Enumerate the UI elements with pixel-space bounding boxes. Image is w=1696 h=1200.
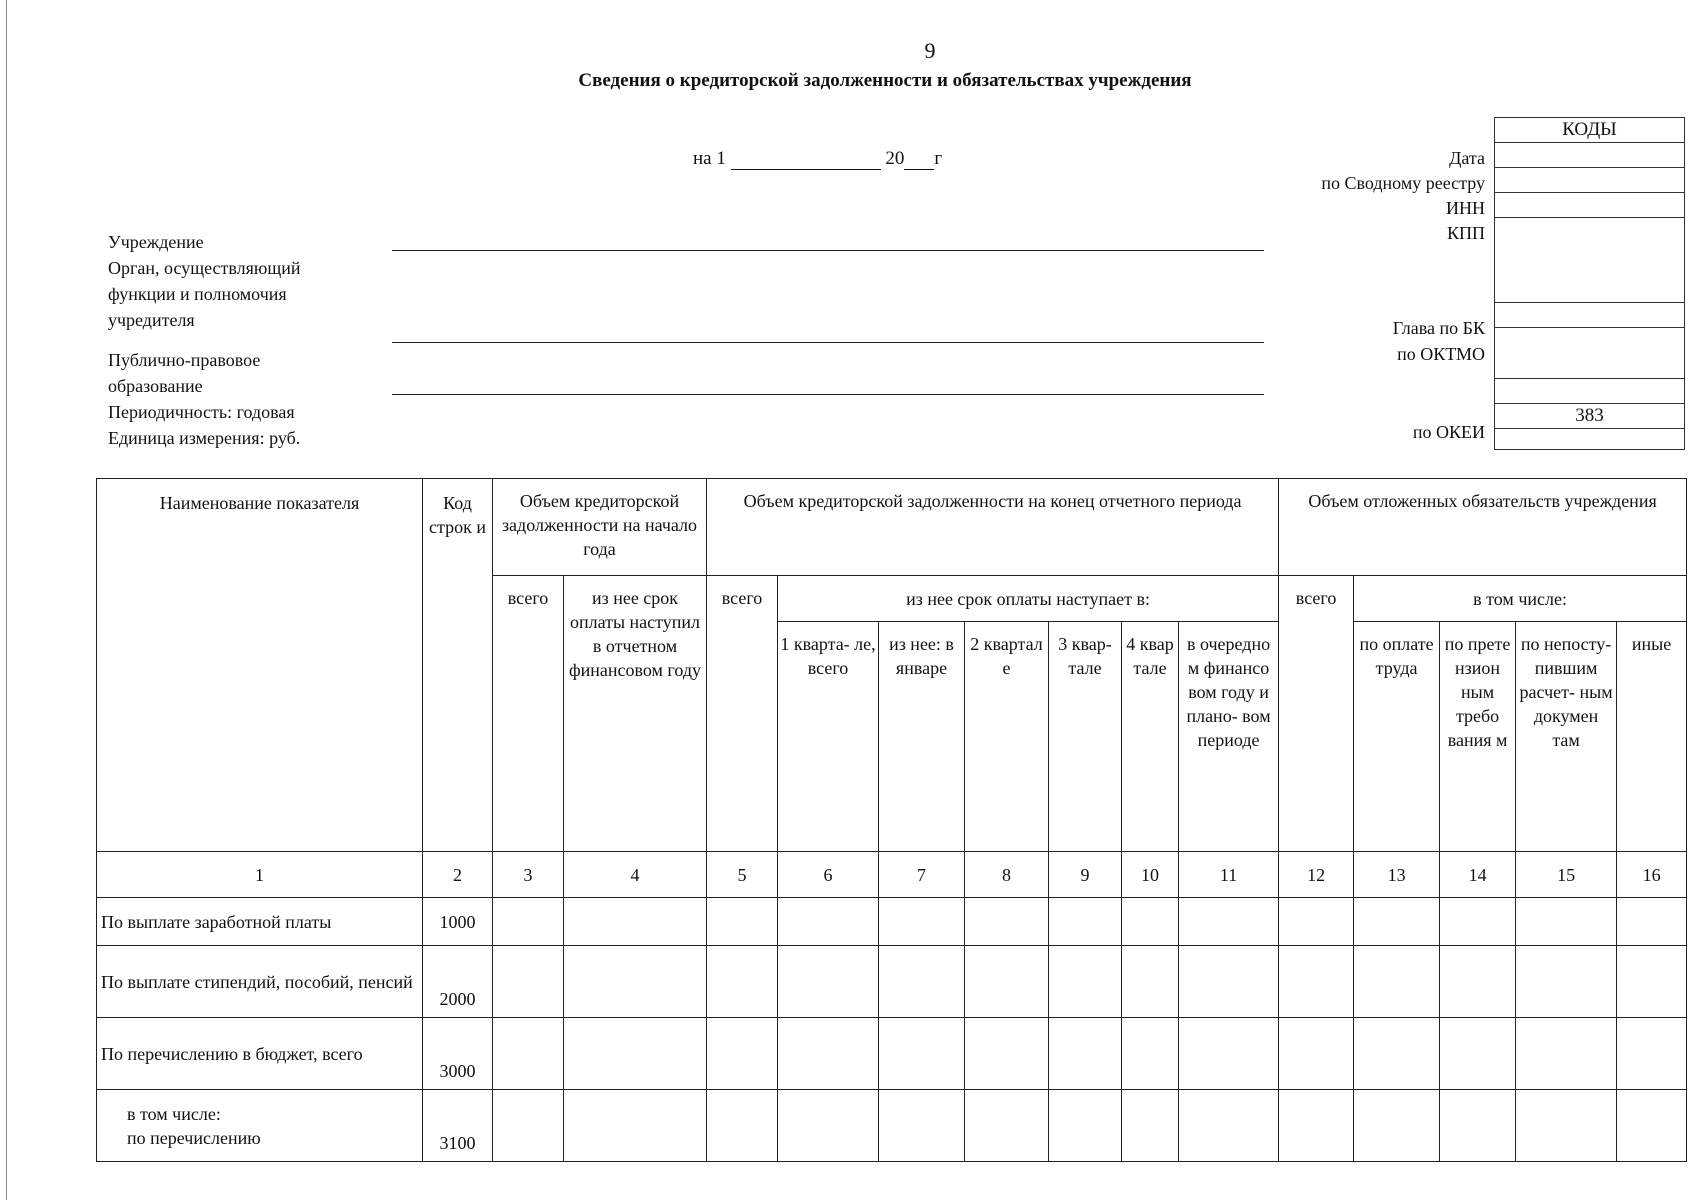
data-cell[interactable] bbox=[1279, 1018, 1354, 1090]
data-cell[interactable] bbox=[1049, 898, 1122, 946]
data-cell[interactable] bbox=[1122, 1018, 1179, 1090]
header-january: из нее: в январе bbox=[879, 622, 965, 852]
data-cell[interactable] bbox=[1354, 1018, 1440, 1090]
table-row bbox=[97, 946, 1687, 1018]
date-prefix: на 1 bbox=[693, 148, 726, 169]
data-cell[interactable] bbox=[1049, 946, 1122, 1018]
founder-label-line3: учредителя bbox=[108, 310, 195, 330]
data-cell[interactable] bbox=[564, 1018, 707, 1090]
date-year-suffix: г bbox=[934, 148, 943, 169]
data-cell[interactable] bbox=[965, 1090, 1049, 1162]
code-label-inn: ИНН bbox=[1446, 198, 1485, 218]
code-label-okei: по ОКЕИ bbox=[1412, 422, 1485, 442]
data-cell[interactable] bbox=[1279, 946, 1354, 1018]
column-number: 10 bbox=[1122, 852, 1179, 898]
codes-box bbox=[1494, 117, 1685, 450]
table-row bbox=[97, 1018, 1687, 1090]
row-code: 1000 bbox=[423, 898, 493, 946]
data-cell[interactable] bbox=[1049, 1018, 1122, 1090]
code-value-oktmo[interactable] bbox=[1495, 328, 1685, 379]
periodicity-label: Периодичность: годовая bbox=[108, 402, 295, 422]
data-cell[interactable] bbox=[1617, 898, 1687, 946]
header-q1-total: 1 кварта- ле, всего bbox=[778, 622, 879, 852]
column-number: 15 bbox=[1516, 852, 1617, 898]
data-cell[interactable] bbox=[1440, 898, 1516, 946]
data-cell[interactable] bbox=[1122, 946, 1179, 1018]
data-cell[interactable] bbox=[707, 1090, 778, 1162]
data-cell[interactable] bbox=[493, 898, 564, 946]
header-docs: по непосту- пившим расчет- ным докумен там bbox=[1516, 622, 1617, 852]
header-begin-total: всего bbox=[493, 576, 564, 852]
code-value-tail bbox=[1495, 429, 1685, 450]
column-number: 3 bbox=[493, 852, 564, 898]
data-cell[interactable] bbox=[493, 1090, 564, 1162]
data-cell[interactable] bbox=[879, 1090, 965, 1162]
date-year-prefix: 20 bbox=[885, 148, 905, 169]
data-cell[interactable] bbox=[493, 1018, 564, 1090]
row-name: По выплате стипендий, пособий, пенсий bbox=[97, 946, 423, 1018]
page-number: 9 bbox=[924, 38, 936, 63]
codes-header: КОДЫ bbox=[1495, 118, 1685, 143]
code-label-oktmo: по ОКТМО bbox=[1397, 344, 1485, 364]
header-due-reporting-year: из нее срок оплаты наступил в отчетном финансовом году bbox=[564, 576, 707, 852]
column-number: 7 bbox=[879, 852, 965, 898]
header-labor: по оплате труда bbox=[1354, 622, 1440, 852]
code-value-blank[interactable] bbox=[1495, 379, 1685, 404]
column-number: 5 bbox=[707, 852, 778, 898]
data-cell[interactable] bbox=[778, 946, 879, 1018]
code-label-date: Дата bbox=[1449, 148, 1485, 168]
data-cell[interactable] bbox=[1440, 1090, 1516, 1162]
data-cell[interactable] bbox=[1617, 1090, 1687, 1162]
column-number: 16 bbox=[1617, 852, 1687, 898]
column-number: 8 bbox=[965, 852, 1049, 898]
data-cell[interactable] bbox=[965, 1018, 1049, 1090]
data-cell[interactable] bbox=[1354, 1090, 1440, 1162]
column-number: 14 bbox=[1440, 852, 1516, 898]
data-cell[interactable] bbox=[707, 1018, 778, 1090]
header-next-year: в очередно м финансо вом году и плано- вом периоде bbox=[1179, 622, 1279, 852]
header-due-in: из нее срок оплаты наступает в: bbox=[778, 576, 1279, 622]
page-edge-line bbox=[6, 0, 7, 1200]
data-cell[interactable] bbox=[1279, 1090, 1354, 1162]
row-name: По перечислению в бюджет, всего bbox=[97, 1018, 423, 1090]
column-number: 11 bbox=[1179, 852, 1279, 898]
data-cell[interactable] bbox=[1516, 1018, 1617, 1090]
data-cell[interactable] bbox=[493, 946, 564, 1018]
header-q3: 3 квар- тале bbox=[1049, 622, 1122, 852]
institution-label: Учреждение bbox=[108, 232, 204, 252]
header-end-total: всего bbox=[707, 576, 778, 852]
header-q4: 4 квар тале bbox=[1122, 622, 1179, 852]
data-cell[interactable] bbox=[1617, 946, 1687, 1018]
data-cell[interactable] bbox=[965, 946, 1049, 1018]
header-q2: 2 квартал е bbox=[965, 622, 1049, 852]
data-cell[interactable] bbox=[879, 1018, 965, 1090]
header-claims: по прете нзион ным требо вания м bbox=[1440, 622, 1516, 852]
data-cell[interactable] bbox=[564, 946, 707, 1018]
row-code: 2000 bbox=[423, 946, 493, 1018]
data-cell[interactable] bbox=[778, 1018, 879, 1090]
row-code: 3000 bbox=[423, 1018, 493, 1090]
row-name-line2: по перечислению bbox=[127, 1127, 261, 1148]
row-code: 3100 bbox=[423, 1090, 493, 1162]
column-number: 6 bbox=[778, 852, 879, 898]
data-cell[interactable] bbox=[1179, 946, 1279, 1018]
header-deferred-obligations: Объем отложенных обязательств учреждения bbox=[1279, 479, 1687, 576]
column-number: 9 bbox=[1049, 852, 1122, 898]
unit-label: Единица измерения: руб. bbox=[108, 428, 301, 448]
data-cell[interactable] bbox=[564, 898, 707, 946]
code-label-kpp: КПП bbox=[1446, 223, 1485, 243]
data-cell[interactable] bbox=[1440, 1018, 1516, 1090]
row-name-line1: в том числе: bbox=[127, 1103, 221, 1124]
public-entity-label-line2: образование bbox=[108, 376, 203, 396]
page-title: Сведения о кредиторской задолженности и обязательствах учреждения bbox=[578, 70, 1192, 91]
public-entity-field[interactable] bbox=[392, 394, 1264, 395]
data-cell[interactable] bbox=[707, 946, 778, 1018]
data-cell[interactable] bbox=[1516, 898, 1617, 946]
data-cell[interactable] bbox=[707, 898, 778, 946]
data-cell[interactable] bbox=[1179, 1090, 1279, 1162]
date-day-month-field[interactable] bbox=[731, 151, 881, 170]
data-cell[interactable] bbox=[778, 1090, 879, 1162]
data-cell[interactable] bbox=[1617, 1018, 1687, 1090]
data-cell[interactable] bbox=[1516, 946, 1617, 1018]
header-other: иные bbox=[1617, 622, 1687, 852]
data-cell[interactable] bbox=[1179, 898, 1279, 946]
header-indicator-name: Наименование показателя bbox=[97, 479, 423, 852]
data-cell[interactable] bbox=[879, 946, 965, 1018]
founder-label-line1: Орган, осуществляющий bbox=[108, 258, 301, 278]
code-label-chapter: Глава по БК bbox=[1392, 318, 1485, 338]
data-cell[interactable] bbox=[879, 898, 965, 946]
code-value-inn[interactable] bbox=[1495, 193, 1685, 218]
data-cell[interactable] bbox=[778, 898, 879, 946]
data-cell[interactable] bbox=[1354, 898, 1440, 946]
date-year-field[interactable] bbox=[904, 151, 934, 170]
header-debt-end-period: Объем кредиторской задолженности на конец отчетного периода bbox=[707, 479, 1279, 576]
header-debt-begin-year: Объем кредиторской задолженности на начало года bbox=[493, 479, 707, 576]
code-value-date[interactable] bbox=[1495, 143, 1685, 168]
row-name bbox=[97, 1090, 423, 1162]
column-number: 4 bbox=[564, 852, 707, 898]
table-row bbox=[97, 1090, 1687, 1162]
column-number: 1 bbox=[97, 852, 423, 898]
data-cell[interactable] bbox=[1179, 1018, 1279, 1090]
data-cell[interactable] bbox=[1049, 1090, 1122, 1162]
code-value-chapter[interactable] bbox=[1495, 303, 1685, 328]
data-cell[interactable] bbox=[1354, 946, 1440, 1018]
data-cell[interactable] bbox=[1122, 1090, 1179, 1162]
founder-field[interactable] bbox=[392, 342, 1264, 343]
data-cell[interactable] bbox=[564, 1090, 707, 1162]
data-cell[interactable] bbox=[1440, 946, 1516, 1018]
creditor-debt-table bbox=[96, 478, 1687, 1162]
data-cell[interactable] bbox=[965, 898, 1049, 946]
public-entity-label-line1: Публично-правовое bbox=[108, 350, 261, 370]
header-including: в том числе: bbox=[1354, 576, 1687, 622]
institution-field[interactable] bbox=[392, 250, 1264, 251]
column-number: 13 bbox=[1354, 852, 1440, 898]
header-deferred-total: всего bbox=[1279, 576, 1354, 852]
data-cell[interactable] bbox=[1279, 898, 1354, 946]
code-value-okei: 383 bbox=[1495, 404, 1685, 429]
column-number: 2 bbox=[423, 852, 493, 898]
header-row-code: Код строк и bbox=[423, 479, 493, 852]
table-row bbox=[97, 898, 1687, 946]
column-number: 12 bbox=[1279, 852, 1354, 898]
founder-label-line2: функции и полномочия bbox=[108, 284, 287, 304]
code-value-registry[interactable] bbox=[1495, 168, 1685, 193]
data-cell[interactable] bbox=[1122, 898, 1179, 946]
data-cell[interactable] bbox=[1516, 1090, 1617, 1162]
report-date-line bbox=[693, 148, 942, 170]
row-name: По выплате заработной платы bbox=[97, 898, 423, 946]
code-label-registry: по Сводному реестру bbox=[1321, 173, 1485, 193]
code-value-kpp[interactable] bbox=[1495, 218, 1685, 303]
